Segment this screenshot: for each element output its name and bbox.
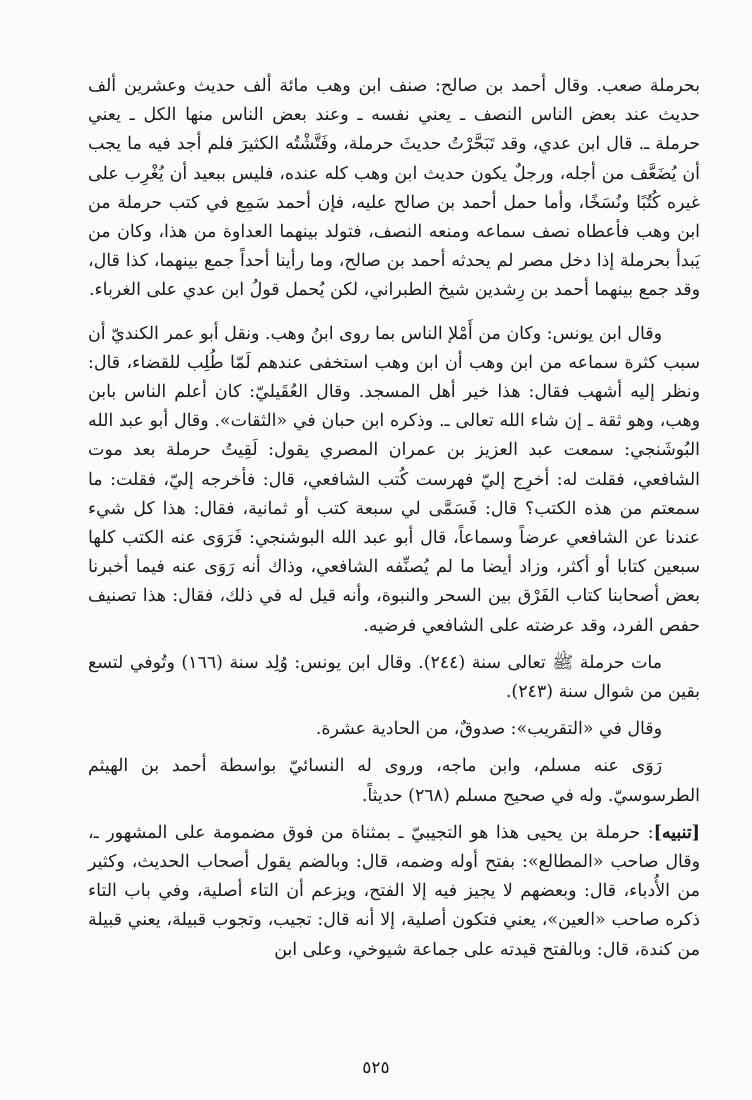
paragraph-4: وقال في «التقريب»: صدوقٌ، من الحادية عشرة. <box>315 719 662 740</box>
paragraph-2: وقال ابن يونس: وكان من أَمْلإ الناس بما روى ابنُ وهب. ونقل أبو عمر الكنديّ أن سبب كثرة سماعه من ابن وهب أن ابن وهب استخفى عندهم لَمّا طُلِب للقضاء، قال: ونظر إليه أشهب فقال: هذا خير أهل المسجد. وقال العُقَيليّ: كان أعلم الناس بابن وهب، وهو ثقة ـ إن شاء الله تعالى ـ. وذكره ابن حبان في «الثقات». وقال أبو عبد الله البُوشَنجي: سمعت عبد العزيز بن عمران المصري يقول: لَقِيتُ حرملة بعد موت الشافعي، فقلت له: أخرِج إليّ فهرست كُتب الشافعي، قال: فأخرجه إليّ، فقلت: ما سمعتم من هذه الكتب؟ قال: فَسَمَّى لي سبعة كتب أو ثمانية، فقال: هذا كل شيء عندنا عن الشافعي عرضاً وسماعاً، قال أبو عبد الله البوشنجي: فَرَوَى عنه الكتب كلها سبعين كتابا أو أكثر، وزاد أيضا ما لم يُصنِّفه الشافعي، وذاك أنه رَوَى عنه فيما أخبرنا بعض أصحابنا كتاب الفَرْق بين السحر والنبوة، وأنه قيل له في ذلك، فقال: هذا تصنيف حفص الفرد، وقد عرضته على الشافعي فرضيه. <box>88 323 700 636</box>
main-text <box>88 72 700 965</box>
paragraph-5: رَوَى عنه مسلم، وابن ماجه، وروى له النسائيّ بواسطة أحمد بن الهيثم الطرسوسيّ. وله في صحيح مسلم (٢٦٨) حديثاً. <box>88 756 700 806</box>
paragraph-3: مات حرملة ﷺ تعالى سنة (٢٤٤). وقال ابن يونس: وُلِد سنة (١٦٦) وتُوفي لتسع بقين من شوال سنة (٢٤٣). <box>88 652 700 703</box>
note-paragraph <box>88 819 700 965</box>
note-label: [تنبيه] <box>653 822 700 843</box>
page-number: ٥٢٥ <box>362 1058 390 1078</box>
paragraph-1: بحرملة صعب. وقال أحمد بن صالح: صنف ابن وهب مائة ألف حديث وعشرين ألف حديث عند بعض الناس النصف ـ يعني نفسه ـ وعند بعض الناس منها الكل ـ يعني حرملة ـ. قال ابن عدي، وقد تَبَحَّرْتُ حديثَ حرملة، وفَتَّشْتُه الكثيرَ فلم أجد فيه ما يجب أن يُضَعَّف من أجله، ورجلٌ يكون حديث ابن وهب كله عنده، فليس ببعيد أن يُغْرِب على غيره كُتُبًا ونُسَخًا، وأما حمل أحمد بن صالح عليه، فإن أحمد سَمِع في كتب حرملة من ابن وهب فأعطاه نصف سماعه ومنعه النصف، فتولد بينهما العداوة من هذا، وكان من يَبدأ بحرملة إذا دخل مصر لم يحدثه أحمد بن صالح، وما رأينا أحداً جمع بينهما، كذا قال، وقد جمع بينهما أحمد بن رِشدين شيخ الطبراني، لكن يُحمل قولُ ابن عدي على الغرباء. <box>88 76 700 301</box>
note-text: : حرملة بن يحيى هذا هو التجيبيّ ـ بمثناة من فوق مضمومة على المشهور ـ، وقال صاحب «المطالع»: بفتح أوله وضمه، قال: وبالضم يقول أصحاب الحديث، وكثير من الأُدباء، قال: وبعضهم لا يجيز فيه إلا الفتح، ويزعم أن التاء أصلية، وفي باب التاء ذكره صاحب «العين»، يعني فتكون أصلية، إلا أنه قال: تجيب، وتجوب قبيلة، يعني قبيلة من كندة، قال: وبالفتح قيدته على جماعة شيوخي، وعلى ابن <box>88 822 700 960</box>
